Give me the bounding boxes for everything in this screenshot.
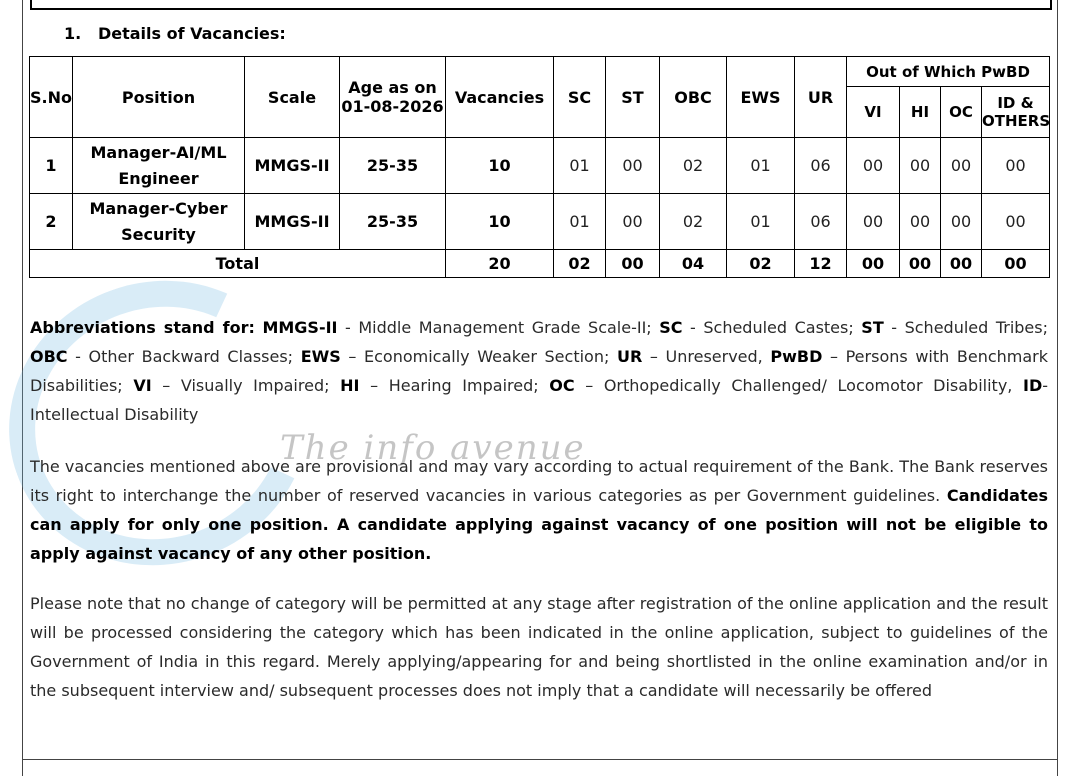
abbreviation-text: – Economically Weaker Section; (340, 347, 617, 366)
abbreviation-key: VI (133, 376, 152, 395)
cell-sc: 01 (554, 194, 606, 250)
abbreviation-text: – Unreserved, (642, 347, 771, 366)
cell-vacancies: 10 (446, 138, 554, 194)
section-title-text: Details of Vacancies: (97, 24, 286, 43)
abbreviation-key: OC (549, 376, 575, 395)
header-id-others: ID & OTHERS (982, 87, 1050, 138)
cell-id: 00 (982, 138, 1050, 194)
cell-total-st: 00 (606, 250, 660, 278)
header-ews: EWS (727, 57, 795, 138)
previous-box-border (30, 0, 1052, 10)
abbreviation-key: EWS (300, 347, 341, 366)
cell-total-label: Total (30, 250, 446, 278)
abbreviation-text: – Hearing Impaired; (359, 376, 550, 395)
cell-sc: 01 (554, 138, 606, 194)
abbreviation-key: UR (616, 347, 643, 366)
abbreviation-text: - Scheduled Tribes; (883, 318, 1048, 337)
cell-total-oc: 00 (941, 250, 982, 278)
header-st: ST (606, 57, 660, 138)
header-ur: UR (795, 57, 847, 138)
header-position: Position (73, 57, 245, 138)
header-vacancies: Vacancies (446, 57, 554, 138)
header-pwbd: Out of Which PwBD (847, 57, 1050, 87)
cell-total-ews: 02 (727, 250, 795, 278)
section-title (64, 24, 286, 43)
cell-vi: 00 (847, 194, 900, 250)
abbreviation-text: - Intellectual Disability (30, 376, 1049, 424)
cell-hi: 00 (900, 138, 941, 194)
cell-ur: 06 (795, 194, 847, 250)
header-sno: S.No (30, 57, 73, 138)
header-obc: OBC (660, 57, 727, 138)
cell-oc: 00 (941, 138, 982, 194)
cell-hi: 00 (900, 194, 941, 250)
cell-scale: MMGS-II (245, 194, 340, 250)
cell-scale: MMGS-II (245, 138, 340, 194)
provisional-note: The vacancies mentioned above are provisional and may vary according to actual requirement of the Bank. The Bank reserves its right to interchange the number of reserved vacancies in various categories as per Government guidelines. (30, 457, 1048, 505)
page-right-edge (1057, 0, 1058, 776)
cell-ews: 01 (727, 194, 795, 250)
table-row (30, 138, 1050, 194)
cell-ews: 01 (727, 138, 795, 194)
cell-total-hi: 00 (900, 250, 941, 278)
cell-st: 00 (606, 138, 660, 194)
abbreviation-key: OBC (30, 347, 68, 366)
header-age: Age as on 01-08-2026 (340, 57, 446, 138)
category-note-paragraph (30, 589, 1048, 705)
header-vi: VI (847, 87, 900, 138)
cell-vi: 00 (847, 138, 900, 194)
cell-total-obc: 04 (660, 250, 727, 278)
cell-position: Manager-Cyber Security (73, 194, 245, 250)
cell-ur: 06 (795, 138, 847, 194)
cell-obc: 02 (660, 194, 727, 250)
abbreviation-key: MMGS-II (262, 318, 338, 337)
cell-total-vi: 00 (847, 250, 900, 278)
abbreviation-text: – Persons with Benchmark Disabilities; (30, 347, 1049, 395)
cell-st: 00 (606, 194, 660, 250)
abbreviation-key: ID (1023, 376, 1043, 395)
abbreviation-key: PwBD (770, 347, 823, 366)
cell-obc: 02 (660, 138, 727, 194)
cell-id: 00 (982, 194, 1050, 250)
cell-total-id: 00 (982, 250, 1050, 278)
abbreviation-text: – Visually Impaired; (151, 376, 341, 395)
header-oc: OC (941, 87, 982, 138)
page-bottom-edge (22, 759, 1058, 760)
table-total-row (30, 250, 1050, 278)
abbreviation-key: SC (659, 318, 683, 337)
category-note: Please note that no change of category will be permitted at any stage after registration of the online application and the result will be processed considering the category which has been indicated in the online application, subject to guidelines of the Government of India in this regard. Merely applying/appearing for and being shortlisted in the online examination and/or in the subsequent interview and/ subsequent processes does not imply that a candidate will necessarily be offered (30, 594, 1048, 700)
abbreviation-text: - Middle Management Grade Scale-II; (337, 318, 660, 337)
abbreviation-text: – Orthopedically Challenged/ Locomotor Disability, (574, 376, 1023, 395)
one-position-note: Candidates can apply for only one position. A candidate applying against vacancy of one position will not be eligible to apply against vacancy of any other position. (30, 486, 1048, 563)
cell-total-ur: 12 (795, 250, 847, 278)
abbreviation-key: ST (861, 318, 884, 337)
vacancy-table (29, 56, 1050, 278)
abbreviation-text: - Scheduled Castes; (682, 318, 862, 337)
abbreviations-paragraph (30, 313, 1048, 429)
table-header-row (30, 57, 1050, 87)
abbreviations-lead: Abbreviations stand for: (30, 318, 255, 337)
cell-total-sc: 02 (554, 250, 606, 278)
cell-position: Manager-AI/ML Engineer (73, 138, 245, 194)
watermark-text: The info avenue (280, 428, 586, 468)
provisional-note-paragraph (30, 452, 1048, 568)
header-hi: HI (900, 87, 941, 138)
abbreviation-text: - Other Backward Classes; (67, 347, 301, 366)
cell-vacancies: 10 (446, 194, 554, 250)
cell-oc: 00 (941, 194, 982, 250)
cell-age: 25-35 (340, 138, 446, 194)
cell-sno: 2 (30, 194, 73, 250)
section-number: 1. (64, 24, 82, 43)
cell-age: 25-35 (340, 194, 446, 250)
cell-sno: 1 (30, 138, 73, 194)
cell-total-vacancies: 20 (446, 250, 554, 278)
header-sc: SC (554, 57, 606, 138)
abbreviation-key: HI (340, 376, 360, 395)
table-row (30, 194, 1050, 250)
header-scale: Scale (245, 57, 340, 138)
